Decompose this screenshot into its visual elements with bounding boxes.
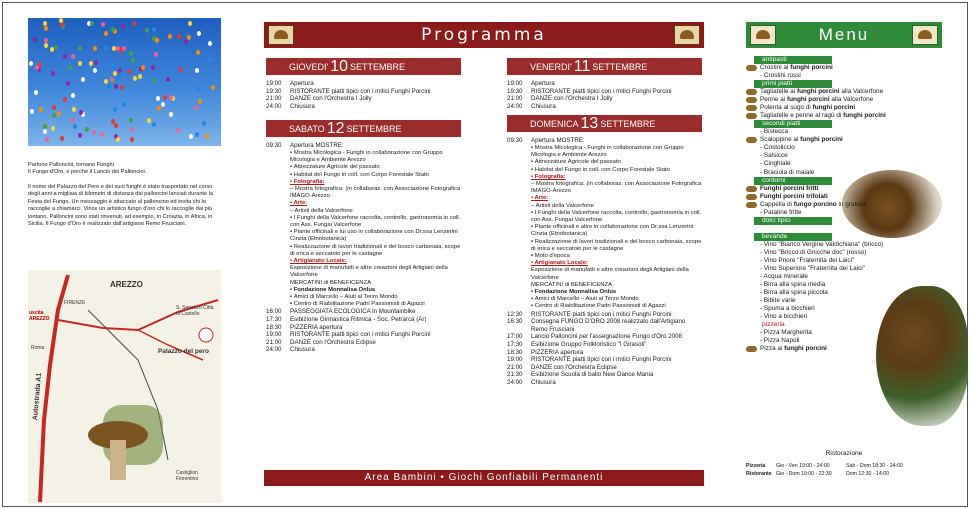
balloon [208, 57, 212, 62]
balloon [133, 76, 137, 81]
mushroom-icon [674, 25, 700, 45]
balloon [177, 34, 181, 39]
balloon [104, 45, 108, 50]
balloon [100, 132, 104, 137]
menu-section-pizzeria: pizzeria [762, 321, 785, 329]
balloon [39, 107, 43, 112]
balloon [127, 69, 131, 74]
balloon [166, 77, 170, 82]
menu-item: Funghi porcini fritti [746, 185, 942, 193]
balloon [130, 127, 134, 132]
map-label-uscita: uscita AREZZO [29, 310, 50, 322]
balloon [168, 34, 172, 39]
domenica-opening: 09:30 Apertura MOSTRE: [507, 137, 585, 145]
balloon [93, 46, 97, 51]
menu-item: Scaloppine ai funghi porcini [746, 136, 942, 144]
menu-section-bevande: bevande [754, 233, 832, 241]
balloon [52, 113, 56, 118]
event-row: 21:30 Esibizione Scuola di ballo New Dance Mania [507, 371, 654, 379]
sabato-section-artigianato: • Artigianato Locale: [266, 258, 461, 265]
balloon [122, 71, 126, 76]
balloon [161, 102, 165, 107]
domenica-item: • Attrezzature Agricole del passato [507, 159, 702, 166]
balloon-caption: Partono Palloncini, tornano Funghi Il Fungo d'Oro, e perché il Lancio dei Palloncini. [28, 162, 147, 176]
domenica-section-fotografia: • Fotografia: [507, 174, 702, 181]
sabato-events [266, 308, 461, 354]
event-row: 16:00 PASSEGGIATA ECOLOGICA in Mountainbike [266, 308, 416, 316]
balloon [78, 46, 82, 51]
balloon [129, 51, 133, 56]
event-row: 19:00 RISTORANTE piatti tipici con i mitici Funghi Porcini [266, 331, 431, 339]
menu-item: - Costoliccio [760, 144, 795, 152]
event-row: 17:30 Esibizione Gruppo Folkloristico "I Girasoli" [507, 341, 647, 349]
mushroom-icon [268, 25, 294, 45]
menu-item: - Crostini rossi [760, 72, 801, 80]
sabato-section-arte: • Arte: [266, 200, 461, 207]
balloon [197, 31, 201, 36]
balloon [152, 122, 156, 127]
event-row: 21:00 DANZE con l'Orchestra I Jolly [266, 95, 372, 103]
balloon [29, 61, 33, 66]
balloon [156, 96, 160, 101]
menu-item: - Bistecca [760, 128, 789, 136]
program-column-right [507, 58, 702, 387]
event-row: 18:30 PIZZERIA apertura [507, 348, 584, 356]
balloon [63, 54, 67, 59]
balloon [132, 21, 136, 26]
program-footer-bar: Area Bambini • Giochi Gonfiabili Permanenti [264, 470, 704, 486]
event-row: 24:00 Chiusura [266, 346, 315, 354]
balloon [72, 107, 76, 112]
menu-item: - Cinghiale [760, 160, 791, 168]
mushroom-icon [912, 25, 938, 45]
balloon [114, 84, 118, 89]
sabato-item: • Habitat del Fungo in coll. con Corpo Forestale Stato [266, 172, 461, 179]
menu-section-contorni: contorni [754, 177, 832, 185]
event-row: 18:30 PIZZERIA apertura [266, 323, 343, 331]
balloon [43, 21, 47, 26]
balloon [205, 134, 209, 139]
balloon [138, 74, 142, 79]
balloon [94, 60, 98, 65]
menu-item: - Vino "Bianco Vergine Valdichiana" (bricco) [760, 240, 884, 248]
balloon [157, 106, 161, 111]
event-row: 21:00 DANZE con l'Orchestra I Jolly [507, 95, 613, 103]
balloon [169, 95, 173, 100]
balloon [107, 84, 111, 89]
sabato-item: MERCATINI di BENEFICENZA [290, 279, 372, 286]
menu-item: Funghi porcini trifolati [746, 193, 942, 201]
balloon [43, 129, 47, 134]
day-header-giovedi: GIOVEDI' 10 SETTEMBRE [266, 58, 461, 75]
balloon [208, 41, 212, 46]
balloon [114, 123, 118, 128]
balloon [30, 109, 34, 114]
balloon [71, 118, 75, 123]
balloon [35, 65, 39, 70]
event-row: 19:30 RISTORANTE piatti tipici con i mitici Funghi Porcini [507, 87, 672, 95]
balloon [195, 132, 199, 137]
menu-title-bar [746, 22, 942, 48]
map-label-palazzo: Palazzo del pero [158, 348, 209, 355]
giovedi-events [266, 80, 461, 110]
balloon [130, 137, 134, 142]
balloon [78, 61, 82, 66]
day-header-domenica: DOMENICA 13 SETTEMBRE [507, 115, 702, 132]
balloon [155, 38, 159, 43]
sabato-item: • Centro di Riabilitazione Padri Passionisti di Agazzi [266, 301, 461, 308]
balloon [179, 67, 183, 72]
menu-item: Polenta al sugo di funghi porcini [746, 104, 942, 112]
balloon [113, 107, 117, 112]
event-row: 19:00 RISTORANTE piatti tipici con i mitici Funghi Porcini [507, 356, 672, 364]
balloon [151, 65, 155, 70]
balloon [111, 27, 115, 32]
balloon [92, 130, 96, 135]
domenica-item: • Realizzazione di lavori tradizionali e del bosco carbonaia, scope di erica e seccatoio per le castagne [507, 239, 702, 253]
menu-item: - Birra alla spina piccola [760, 289, 828, 297]
balloon [104, 79, 108, 84]
balloon [163, 95, 167, 100]
balloon [120, 85, 124, 90]
menu-item: - Pizza Napoli [760, 337, 800, 345]
event-row: 19:30 RISTORANTE piatti tipici con i mitici Funghi Porcini [266, 87, 431, 95]
sabato-item: • Fondazione Monnalisa Onlus [266, 287, 461, 294]
balloon [112, 46, 116, 51]
menu-item: - Bibite varie [760, 297, 796, 305]
balloon [131, 58, 135, 63]
menu-item: Crostini ai funghi porcini [746, 64, 942, 72]
menu-section-secondi: secondi piatti [754, 120, 832, 128]
domenica-item: • Mostra Micologica - Funghi in collaborazione con Gruppo Micologia e Ambiente Arezzo [507, 145, 702, 159]
balloon [196, 86, 200, 91]
balloon [111, 63, 115, 68]
balloon [93, 68, 97, 73]
domenica-item: • Fondazione Monnalisa Onlus [507, 289, 702, 296]
menu-title: Menu [818, 25, 870, 44]
map-label-roma: Roma [31, 345, 45, 351]
balloon [116, 137, 120, 142]
event-row: 21:00 DANZE con l'Orchestra Eclipse [266, 338, 376, 346]
balloon [129, 118, 133, 123]
menu-item: - Salsicce [760, 152, 788, 160]
balloon [188, 21, 192, 26]
domenica-item: • Amici di Marcello – Aiuti al Terzo Mondo [507, 296, 702, 303]
balloon [208, 80, 212, 85]
balloon [89, 61, 93, 66]
location-map [28, 270, 221, 503]
menu-item: Cappella di fungo porcino in gratella [746, 201, 942, 209]
balloon [59, 18, 63, 23]
balloon [90, 21, 94, 26]
balloon [85, 127, 89, 132]
left-panel [28, 18, 221, 491]
program-panel [264, 18, 704, 491]
sabato-item: • Attrezzature Agricole del passato [266, 164, 461, 171]
ristorazione-title: Ristorazione [825, 450, 863, 457]
balloon [104, 31, 108, 36]
balloon [122, 102, 126, 107]
bevande-list [746, 241, 942, 321]
menu-section-dolci: dolci tipici [754, 217, 832, 225]
balloon [44, 26, 48, 31]
domenica-item: • I Funghi della Valcerfone raccolta, controllo, gastronomia in coll. con Ass. Fungai Valcerfone [507, 210, 702, 224]
balloon [176, 128, 180, 133]
sabato-item: • Amici di Marcello – Aiuti al Terzo Mondo [266, 294, 461, 301]
domenica-item: • Moto d'epoca [507, 253, 702, 260]
sabato-item: • Mostra Micologica - Funghi in collaborazione con Gruppo Micologia e Ambiente Arezzo [266, 150, 461, 164]
balloons-photo [28, 18, 221, 146]
balloon [51, 126, 55, 131]
balloon [152, 78, 156, 83]
event-row: 24:00 Chiusura [266, 102, 315, 110]
balloon [45, 137, 49, 142]
balloon [71, 54, 75, 59]
event-row: 24:00 Chiusura [507, 102, 556, 110]
ristorazione-hours: Pizzeria Gio - Ven 19:00 - 24:00 Sab - Dom 18:30 - 24:00 Ristorante Gio - Dom 19:00 - 22:30 Dom 12:30 - 14:00 [746, 463, 903, 477]
domenica-item: • Piante officinali e altre in collaborazione con Dr.ssa Lenzerini Cinzia (Etnobotanica) [507, 224, 702, 238]
mushroom-icon [750, 25, 776, 45]
domenica-item: – Artisti della Valcerfone [507, 203, 702, 210]
menu-item: Penne ai funghi porcini alla Valcerfone [746, 96, 942, 104]
sabato-item: • I Funghi della Valcerfone raccolta, controllo, gastronomia in coll. con Ass. Fungai Valcerfone [266, 215, 461, 229]
balloon [113, 71, 117, 76]
sabato-item: • Piante officinali e lui uso in collaborazione con Dr.ssa Lenzerini Cinzia (Etnobotanica) [266, 229, 461, 243]
balloon [81, 77, 85, 82]
balloon [198, 99, 202, 104]
event-row: 16:30 Consegna FUNGO D'ORO 2008 realizzato dall'Artigiano Remo Frusciani [507, 318, 686, 333]
program-column-left [266, 58, 461, 354]
balloon [52, 105, 56, 110]
event-row: 21:00 DANZE con l'Orchestra Eclipse [507, 363, 617, 371]
program-title-bar [264, 22, 704, 48]
balloon [68, 65, 72, 70]
menu-item: - Birra alla spina media [760, 280, 826, 288]
balloon [152, 27, 156, 32]
map-label-firenze: FIRENZE [64, 300, 86, 306]
menu-list [746, 56, 942, 353]
menu-item: - Braciola di maiale [760, 168, 815, 176]
balloon [73, 124, 77, 129]
balloon [71, 93, 75, 98]
balloon [119, 48, 123, 53]
balloon [154, 52, 158, 57]
balloon [44, 38, 48, 43]
balloon [66, 81, 70, 86]
menu-section-antipasti: antipasti [754, 56, 832, 64]
balloon [118, 68, 122, 73]
domenica-item: – Mostra fotografica: (in collaboraz. con Associazione Fotografica IMAGO-Arezzo [507, 181, 702, 195]
sabato-section-fotografia: • Fotografia: [266, 179, 461, 186]
event-row: 12:30 RISTORANTE piatti tipici con i mitici Funghi Porcini [507, 310, 672, 318]
balloon [184, 39, 188, 44]
menu-item: - Vino Priore "Fraternita dei Laici" [760, 256, 855, 264]
menu-item: - Acqua minerale [760, 272, 808, 280]
sabato-item: • Realizzazione di lavori tradizionali e del bosco carbonaia, scope di erica e seccatoio per le castagne [266, 244, 461, 258]
event-row: 24:00 Chiusura [507, 378, 556, 386]
map-label-a1: Autostrada A1 [32, 372, 44, 421]
balloon [195, 68, 199, 73]
sabato-item: – Artisti della Valcerfone [266, 208, 461, 215]
domenica-item: MERCATINI di BENEFICENZA [531, 281, 613, 288]
balloon [51, 71, 55, 76]
domenica-item: • Centro di Riabilitazione Padri Passionisti di Agazzi [507, 303, 702, 310]
event-row: 19:00 Apertura [507, 80, 555, 87]
domenica-section-arte: • Arte: [507, 195, 702, 202]
balloon [189, 134, 193, 139]
event-row: 17:00 Lancio Palloncini per l'assegnazione Fungo d'Oro 2008 [507, 333, 682, 341]
map-label-sansepolcro: S. Sepolcro Città di Castello [176, 305, 214, 317]
balloon [202, 121, 206, 126]
balloon [101, 22, 105, 27]
balloon [57, 111, 61, 116]
menu-item: - Vino a bicchieri [760, 313, 808, 321]
domenica-item: Esposizione di manufatti e altre creazioni degli Artigiani della Valcerfone [531, 267, 689, 281]
sabato-item: Esposizione di manufatti e altre creazioni degli Artigiani della Valcerfone [290, 265, 448, 279]
menu-item: Tagliatelle ai funghi porcini alla Valcerfone [746, 88, 942, 96]
balloon [63, 97, 67, 102]
event-row: 19:00 Apertura [266, 80, 314, 87]
sabato-opening: 09:30 Apertura MOSTRE: [266, 142, 344, 150]
domenica-events [507, 311, 702, 387]
menu-item: - Pizza Margherita [760, 329, 812, 337]
menu-panel [746, 18, 942, 491]
balloon [34, 90, 38, 95]
fungo-doro-paragraph: Il nome del Palazzo del Pero e dei suoi funghi è stato trasportato nel corso degli anni a migliaia di kilometri di distanza dai palloncini lanciati durante la Festa del Fungo. Un messaggio è attaccato al palloncino ed invita chi lo raccoglie a chiamarci. Vince un artistico fungo d'oro chi lo raccoglie dai più lontano. Palloncini sono stati rinvenuti, ad esempio, in Croazia, in Africa, in Sicilia. Il Fungo d'Oro è realizzato dall'artigiano Remo Frusciani. [28, 184, 214, 228]
balloon [43, 124, 47, 129]
balloon [194, 105, 198, 110]
balloon [121, 24, 125, 29]
map-label-castiglion: Castiglion Fiorentino [176, 470, 199, 482]
balloon [79, 110, 83, 115]
day-header-sabato: SABATO 12 SETTEMBRE [266, 120, 461, 137]
sabato-item: – Mostra fotografica: (in collaboraz. con Associazione Fotografica IMAGO-Arezzo [266, 186, 461, 200]
event-row: 17:30 Esibizione Ginnastica Ritmica - Soc. Petrarca (Ar) [266, 316, 427, 324]
menu-item: - Vino "Bricco di Gnicche doc" (rosso) [760, 248, 867, 256]
balloon [145, 28, 149, 33]
balloon [54, 45, 58, 50]
day-header-venerdi: VENERDI' 11 SETTEMBRE [507, 58, 702, 75]
menu-item: - Spuma a bicchieri [760, 305, 815, 313]
map-label-arezzo: AREZZO [110, 280, 143, 289]
balloon [147, 118, 151, 123]
domenica-item: • Habitat del Fungo in coll. con Corpo Forestale Stato [507, 167, 702, 174]
program-title: Programma [421, 25, 547, 45]
domenica-section-artigianato: • Artigianato Locale: [507, 260, 702, 267]
balloon [44, 43, 48, 48]
menu-item: Tagliatelle e penne al ragù di funghi porcini [746, 112, 942, 120]
menu-item: - Patatine fritte [760, 208, 802, 216]
balloon [196, 50, 200, 55]
menu-item: - Vino Superiore "Fraternita dei Laici" [760, 264, 865, 272]
venerdi-events [507, 80, 702, 110]
balloon [211, 85, 215, 90]
menu-item: Pizza ai funghi porcini [746, 345, 942, 353]
balloon [78, 133, 82, 138]
menu-section-primi: primi piatti [754, 80, 832, 88]
balloon [33, 37, 37, 42]
balloon [169, 112, 173, 117]
balloon [60, 136, 64, 141]
